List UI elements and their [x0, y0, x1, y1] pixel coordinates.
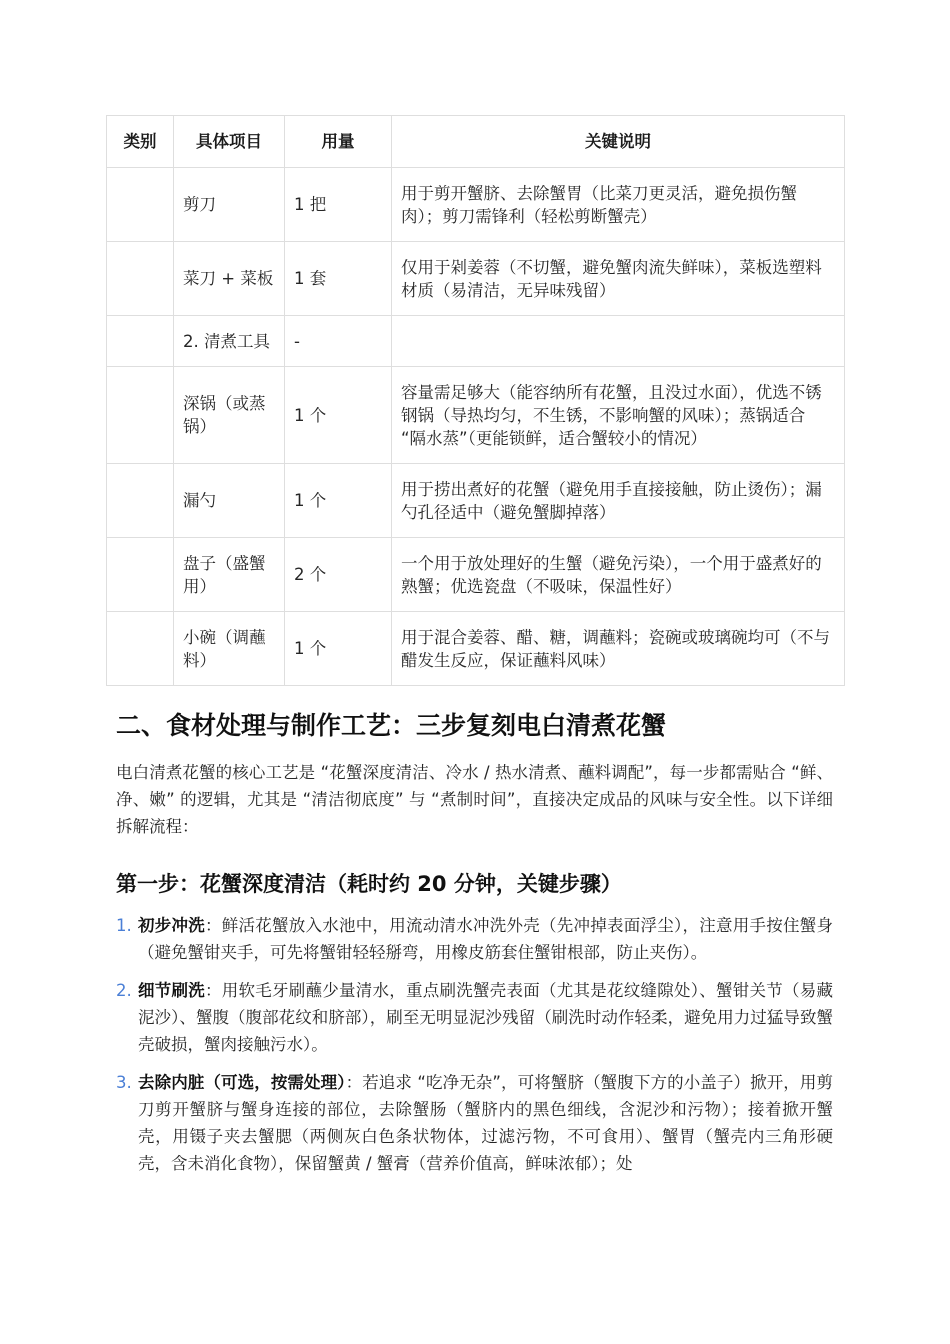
cell-note: 容量需足够大（能容纳所有花蟹，且没过水面），优选不锈钢锅（导热均匀，不生锈，不影响蟹的风味）；蒸锅适合 “隔水蒸”（更能锁鲜，适合蟹较小的情况） [392, 367, 845, 464]
table-header-row [107, 116, 845, 168]
cell-item: 剪刀 [174, 168, 285, 242]
intro-paragraph: 电白清煮花蟹的核心工艺是 “花蟹深度清洁、冷水 / 热水清煮、蘸料调配”，每一步都需贴合 “鲜、净、嫩” 的逻辑，尤其是 “清洁彻底度” 与 “煮制时间”，直接决定成品的风味与安全性。以下详细拆解流程： [116, 763, 833, 836]
cell-item: 小碗（调蘸料） [174, 612, 285, 686]
table-row [107, 168, 845, 242]
step-label: 初步冲洗 [138, 916, 205, 935]
table-row [107, 367, 845, 464]
step-text: ：若追求 “吃净无杂”，可将蟹脐（蟹腹下方的小盖子）掀开，用剪刀剪开蟹脐与蟹身连接的部位，去除蟹肠（蟹脐内的黑色细线，含泥沙和污物）；接着掀开蟹壳，用镊子夹去蟹腮（两侧灰白色条状物体，过滤污物，不可食用）、蟹胃（蟹壳内三角形硬壳，含未消化食物），保留蟹黄 / 蟹膏（营养价值高，鲜味浓郁）；处 [138, 1073, 834, 1173]
cell-amount: 1 套 [285, 242, 392, 316]
cell-amount: 1 把 [285, 168, 392, 242]
cell-category [107, 242, 174, 316]
cell-item: 盘子（盛蟹用） [174, 538, 285, 612]
cell-item: 深锅（或蒸锅） [174, 367, 285, 464]
list-number: 1. [116, 916, 132, 935]
cell-category [107, 316, 174, 367]
table-row [107, 242, 845, 316]
cell-note [392, 316, 845, 367]
cell-amount: 1 个 [285, 464, 392, 538]
cell-note: 一个用于放处理好的生蟹（避免污染），一个用于盛煮好的熟蟹；优选瓷盘（不吸味，保温性好） [392, 538, 845, 612]
cell-category [107, 168, 174, 242]
table-row [107, 538, 845, 612]
cell-amount: - [285, 316, 392, 367]
cell-note: 用于剪开蟹脐、去除蟹胃（比菜刀更灵活，避免损伤蟹肉）；剪刀需锋利（轻松剪断蟹壳） [392, 168, 845, 242]
cell-category [107, 538, 174, 612]
list-number: 3. [116, 1073, 132, 1092]
cell-note: 用于混合姜蓉、醋、糖，调蘸料；瓷碗或玻璃碗均可（不与醋发生反应，保证蘸料风味） [392, 612, 845, 686]
cell-amount: 2 个 [285, 538, 392, 612]
list-item [116, 1069, 833, 1177]
steps-list [116, 912, 833, 1188]
cell-category [107, 464, 174, 538]
table-row [107, 316, 845, 367]
step-label: 细节刷洗 [138, 981, 205, 1000]
table-row [107, 612, 845, 686]
step-text: ：用软毛牙刷蘸少量清水，重点刷洗蟹壳表面（尤其是花纹缝隙处）、蟹钳关节（易藏泥沙）、蟹腹（腹部花纹和脐部），刷至无明显泥沙残留（刷洗时动作轻柔，避免用力过猛导致蟹壳破损，蟹肉接触污水）。 [138, 981, 833, 1054]
cell-item: 菜刀 + 菜板 [174, 242, 285, 316]
section-title: 二、食材处理与制作工艺：三步复刻电白清煮花蟹 [116, 711, 667, 740]
header-note: 关键说明 [392, 116, 845, 168]
header-amount: 用量 [285, 116, 392, 168]
cell-amount: 1 个 [285, 367, 392, 464]
list-item [116, 912, 833, 966]
cell-item: 漏勺 [174, 464, 285, 538]
cell-note: 仅用于剁姜蓉（不切蟹，避免蟹肉流失鲜味），菜板选塑料材质（易清洁，无异味残留） [392, 242, 845, 316]
cell-item: 2. 清煮工具 [174, 316, 285, 367]
tools-table [106, 115, 845, 686]
cell-amount: 1 个 [285, 612, 392, 686]
step-text: ：鲜活花蟹放入水池中，用流动清水冲洗外壳（先冲掉表面浮尘），注意用手按住蟹身（避免蟹钳夹手，可先将蟹钳轻轻掰弯，用橡皮筋套住蟹钳根部，防止夹伤）。 [138, 916, 833, 962]
table-row [107, 464, 845, 538]
cell-category [107, 367, 174, 464]
header-category: 类别 [107, 116, 174, 168]
cell-note: 用于捞出煮好的花蟹（避免用手直接接触，防止烫伤）；漏勺孔径适中（避免蟹脚掉落） [392, 464, 845, 538]
list-item [116, 977, 833, 1058]
list-number: 2. [116, 981, 132, 1000]
header-item: 具体项目 [174, 116, 285, 168]
cell-category [107, 612, 174, 686]
step-label: 去除内脏（可选，按需处理） [138, 1073, 346, 1092]
step-title: 第一步：花蟹深度清洁（耗时约 20 分钟，关键步骤） [116, 872, 622, 896]
